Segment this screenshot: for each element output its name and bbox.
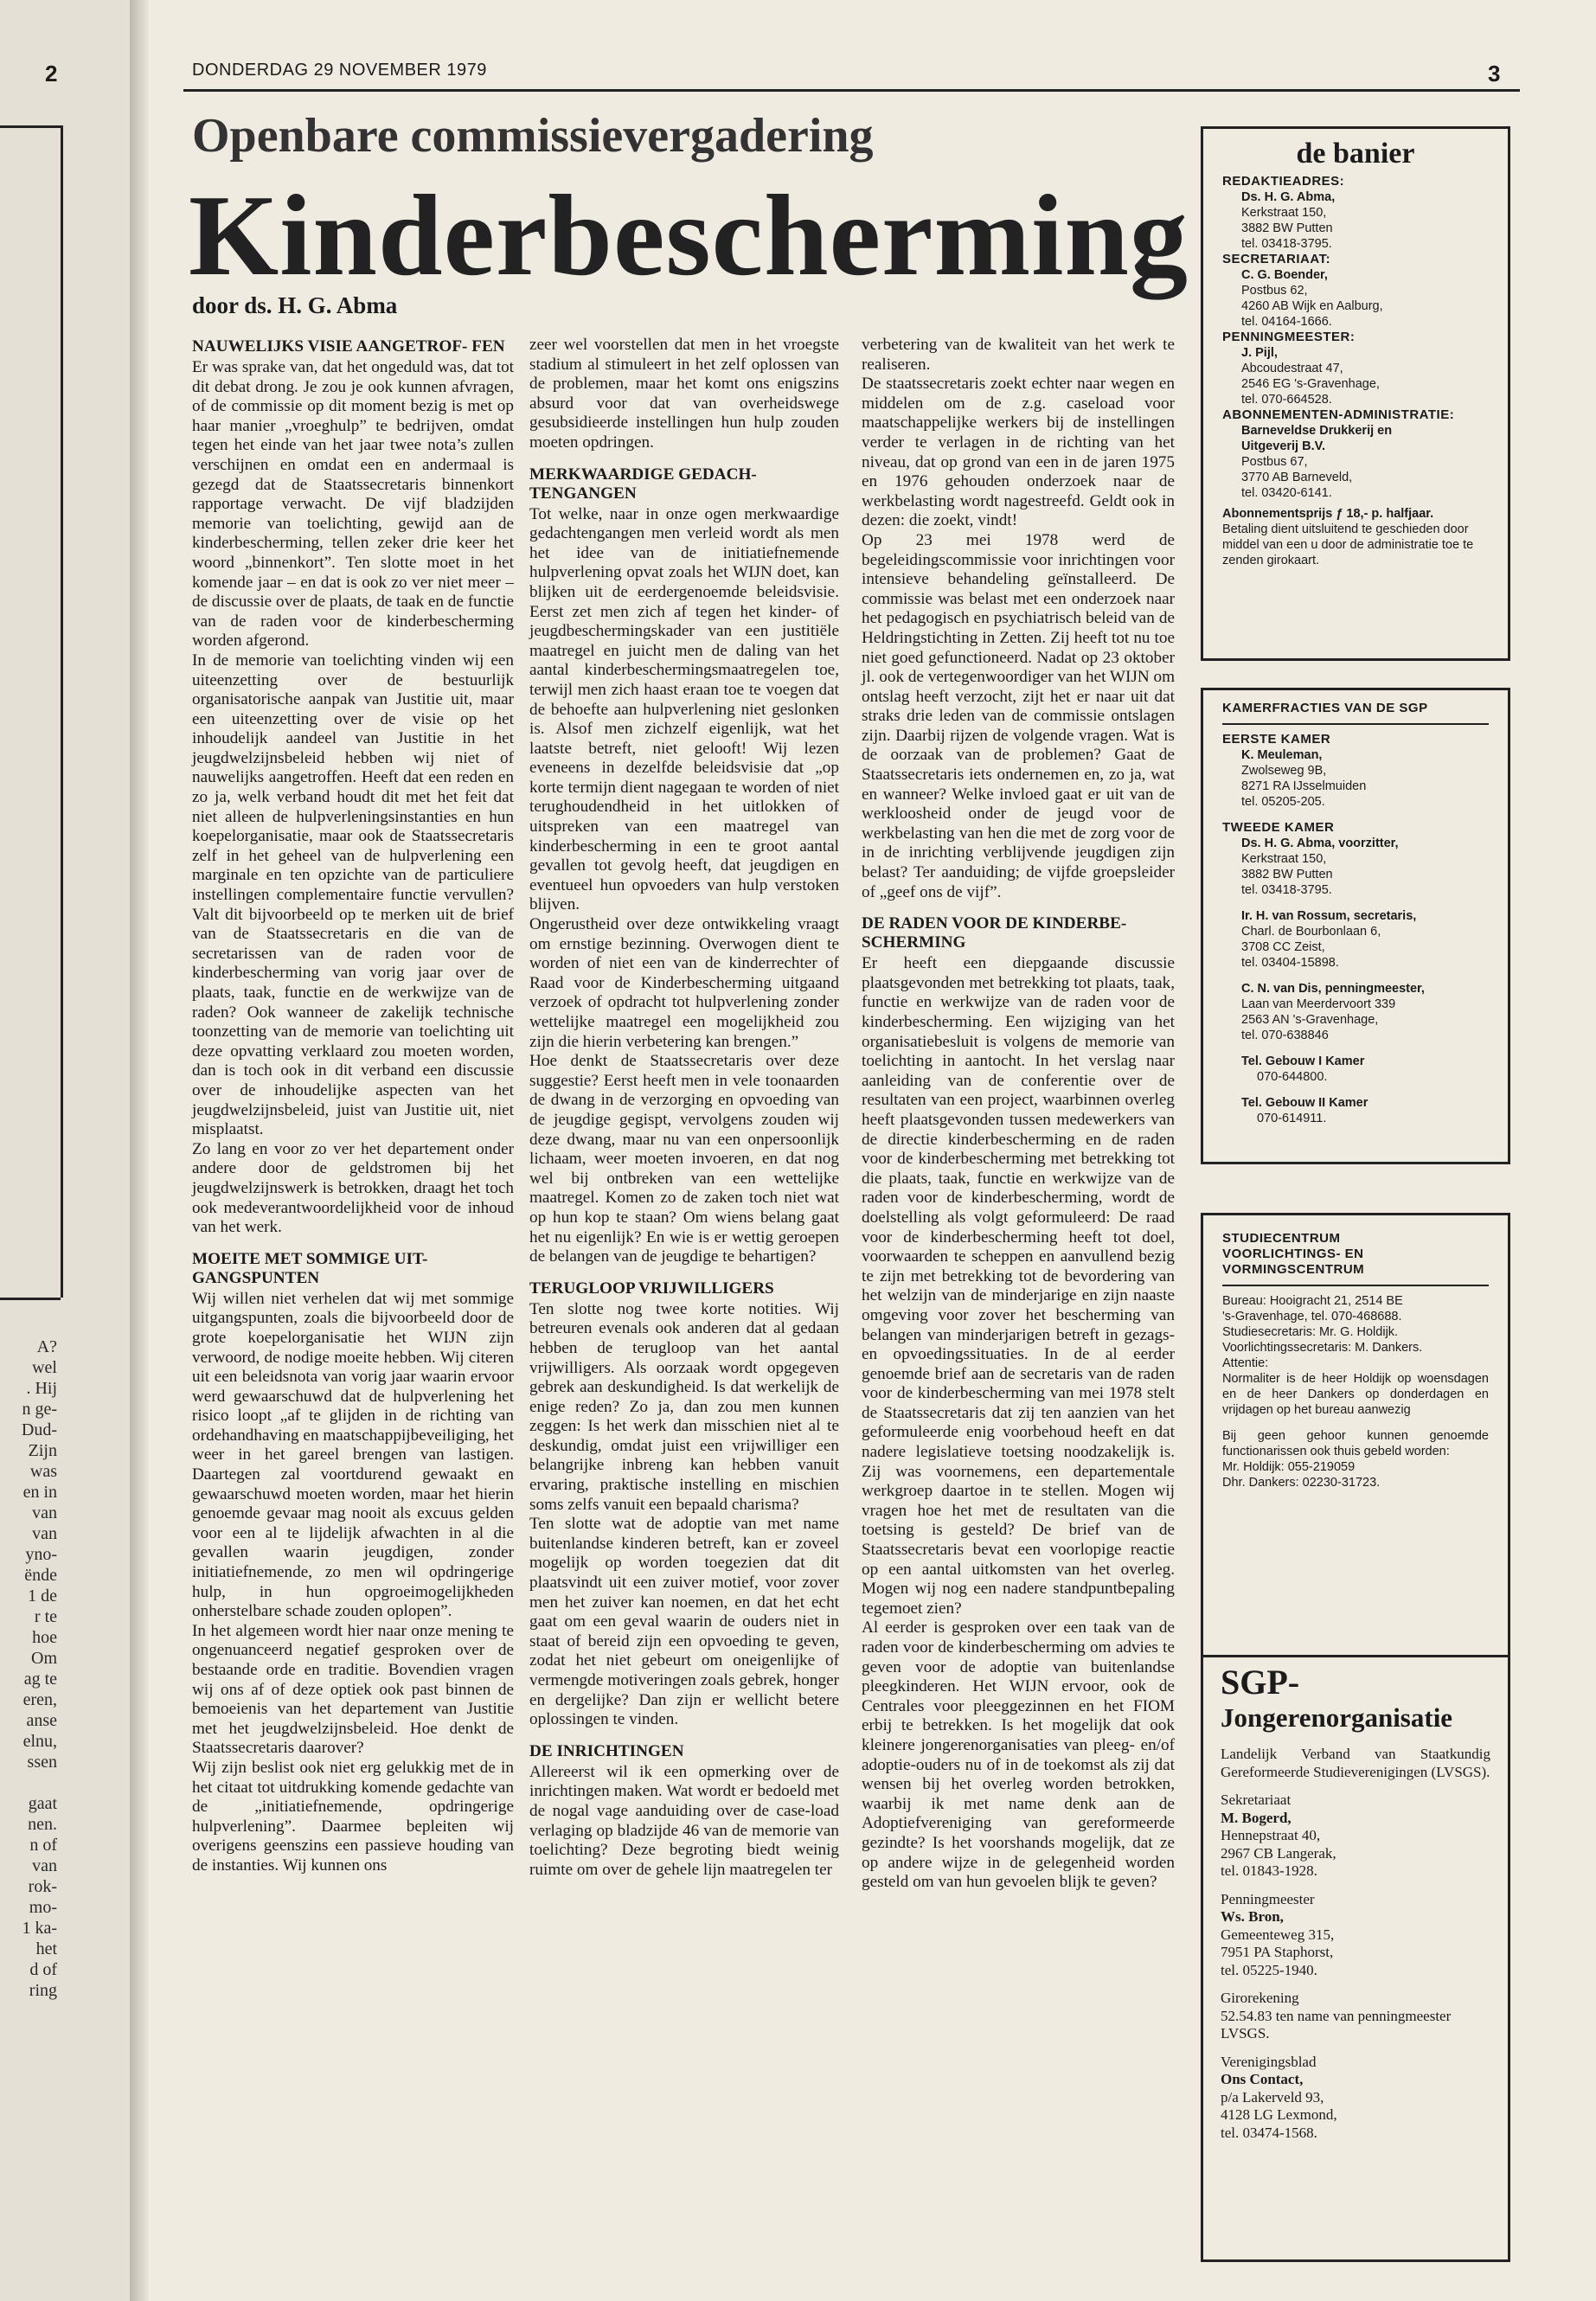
text-line: 3882 BW Putten [1241, 221, 1333, 235]
text-line: Voorlichtingssecretaris: M. Dankers. [1222, 1341, 1423, 1355]
jongeren-penningmeester [1221, 1908, 1490, 1979]
gebouw-1-phone: 070-644800. [1257, 1070, 1328, 1084]
text-line: Ds. H. G. Abma, [1241, 190, 1336, 204]
text-line: 4260 AB Wijk en Aalburg, [1241, 299, 1383, 313]
article-column-1 [192, 337, 514, 1876]
paragraph: In het algemeen wordt hier naar onze mening te ongenuanceerd negatief gesproken over de bestaande orde en traditie. Bovendien vragen wij ons af of deze optiek ook past binnen de bemoeienis van het departement van Justitie met het jeugdwelzijnsbeleid. Hoe denkt de Staatssecretaris daarover? [192, 1621, 514, 1758]
gebouw-2-label: Tel. Gebouw II Kamer [1241, 1096, 1368, 1110]
text-line: tel. 070-664528. [1241, 393, 1332, 407]
text-line: STUDIECENTRUM [1222, 1231, 1341, 1246]
de-banier-box [1201, 126, 1510, 661]
text-line: 4128 LG Lexmond, [1221, 2106, 1337, 2123]
text-line: 2967 CB Langerak, [1221, 1844, 1336, 1862]
text-line: M. Bogerd, [1221, 1809, 1292, 1826]
sgp-jongerenorganisatie-box [1201, 1654, 1510, 2262]
dateline: DONDERDAG 29 NOVEMBER 1979 [192, 61, 487, 80]
studiecentrum-phones [1222, 1459, 1489, 1490]
left-page-rule [0, 125, 61, 128]
text-line: Ir. H. van Rossum, secretaris, [1241, 909, 1417, 923]
kamerfracties-title: KAMERFRACTIES VAN DE SGP [1222, 701, 1428, 715]
redactie-label: REDAKTIEADRES: [1222, 174, 1345, 189]
jongeren-sekretariaat-label: Sekretariaat [1221, 1791, 1292, 1808]
text-line: Postbus 67, [1241, 455, 1308, 469]
paragraph: verbetering van de kwaliteit van het werk te realiseren. [862, 336, 1175, 374]
paragraph: Zo lang en voor zo ver het departement onder andere door de geldstromen bij het jeugdwelzijnswerk is betrokken, draagt het toch ook medeverantwoordelijkheid voor de inhoud van het werk. [192, 1139, 514, 1237]
paragraph: Allereerst wil ik een opmerking over de inrichtingen maken. Wat wordt er bedoeld met de nogal vage aanduiding over de case-load verlaging op bladzijde 46 van de memorie van toelichting? Deze begroting biedt weinig ruimte om over de gehele lijn maatregelen ter [529, 1762, 839, 1879]
paragraph: Ten slotte nog twee korte notities. Wij betreuren evenals ook anderen dat al gedaan hebben de terugloop van het aantal vrijwilligers. Als oorzaak wordt opgegeven gebrek aan deskundigheid. Is dat werkelijk de enige reden? Zo ja, dan zou men kunnen zeggen: Is het werk dan misschien niet al te deskundig, omdat juist een vrijwilliger een belangrijke inbreng kan hebben vanuit ervaring, praktische instelling en mischien soms zelfs vanuit een bepaald charisma? [529, 1299, 839, 1514]
gebouw-1-label: Tel. Gebouw I Kamer [1241, 1054, 1365, 1068]
text-line: Uitgeverij B.V. [1241, 439, 1325, 453]
text-line: Postbus 62, [1241, 284, 1308, 298]
text-line: Hennepstraat 40, [1221, 1827, 1321, 1843]
article-column-2 [529, 336, 839, 1880]
article-kicker: Openbare commissievergadering [192, 109, 874, 163]
paragraph: Wij zijn beslist ook niet erg gelukkig met de in het citaat tot uitdrukking komende gedachte van de „initiatiefnemende, opdringerige hulpverlening”. Daarmee bepleiten wij overigens geenszins een passieve houding van de instanties. Wij kunnen ons [192, 1758, 514, 1875]
divider [1222, 723, 1489, 725]
text-line: tel. 03418-3795. [1241, 237, 1332, 251]
left-page-box-rule [61, 125, 63, 1298]
gebouw-2-phone: 070-614911. [1257, 1112, 1327, 1125]
eerste-kamer-label: EERSTE KAMER [1222, 732, 1331, 747]
studiecentrum-hours: Normaliter is de heer Holdijk op woensdagen en de heer Dankers op donderdagen en vrijdagen op het bureau aanwezig [1222, 1372, 1489, 1417]
secretariaat-label: SECRETARIAAT: [1222, 252, 1331, 266]
section-heading: DE RADEN VOOR DE KINDERBE- SCHERMING [862, 914, 1127, 952]
left-page-number: 2 [45, 61, 58, 87]
studiecentrum-box [1201, 1213, 1510, 1657]
redactie-address [1222, 189, 1490, 252]
jongeren-blad [1221, 2071, 1490, 2142]
article-headline: Kinderbescherming [189, 171, 1189, 299]
text-line: Attentie: [1222, 1356, 1269, 1370]
text-line: Studiesecretaris: Mr. G. Holdijk. [1222, 1325, 1399, 1339]
jongeren-giro-label: Girorekening [1221, 1990, 1299, 2006]
text-line: tel. 070-638846 [1241, 1029, 1329, 1042]
abonnementen-label: ABONNEMENTEN-ADMINISTRATIE: [1222, 407, 1455, 422]
text-line: J. Pijl, [1241, 346, 1278, 360]
text-line: Zwolseweg 9B, [1241, 764, 1327, 778]
text-line: Laan van Meerdervoort 339 [1241, 997, 1396, 1011]
article-byline: door ds. H. G. Abma [192, 292, 398, 318]
text-line: 3708 CC Zeist, [1241, 940, 1325, 954]
text-line: 8271 RA IJsselmuiden [1241, 779, 1367, 793]
penningmeester-address [1222, 345, 1490, 407]
text-line: Charl. de Bourbonlaan 6, [1241, 925, 1381, 939]
section-heading: MOEITE MET SOMMIGE UIT- GANGSPUNTEN [192, 1249, 428, 1287]
eerste-kamer-member [1222, 747, 1489, 810]
section-heading: MERKWAARDIGE GEDACH- TENGANGEN [529, 465, 757, 503]
text-line: C. N. van Dis, penningmeester, [1241, 982, 1425, 996]
section-heading: NAUWELIJKS VISIE AANGETROF- FEN [192, 337, 505, 356]
text-line: Kerkstraat 150, [1241, 852, 1327, 866]
tweede-kamer-member [1222, 836, 1489, 898]
section-heading: TERUGLOOP VRIJWILLIGERS [529, 1279, 774, 1298]
jongeren-giro: 52.54.83 ten name van penningmeester LVSGS. [1221, 2007, 1452, 2041]
text-line: Dhr. Dankers: 02230-31723. [1222, 1476, 1381, 1490]
subscription-price: Abonnementsprijs ƒ 18,- p. halfjaar. [1222, 507, 1434, 521]
de-banier-title: de banier [1296, 138, 1415, 170]
studiecentrum-address [1222, 1293, 1489, 1371]
jongeren-intro: Landelijk Verband van Staatkundig Gereformeerde Studieverenigingen (LVSGS). [1221, 1746, 1490, 1780]
text-line: Ds. H. G. Abma, voorzitter, [1241, 836, 1399, 850]
jongeren-title-line-2: Jongerenorganisatie [1221, 1702, 1453, 1733]
text-line: C. G. Boender, [1241, 268, 1328, 282]
text-line: tel. 01843-1928. [1221, 1862, 1317, 1879]
paragraph: Hoe denkt de Staatssecretaris over deze suggestie? Eerst heeft men in vele toonaarden de dwang in de verzorging en opvoeding van de jeugdige gegispt, vervolgens zouden wij deze dwang, maar nu van een onpersoonlijk lichaam, weer moeten invoeren, en dat nog wel bij ontbreken van een wettelijke maatregel. Komen zo de zaken toch niet wat op hun kop te staan? Om wiens belang gaat het nu eigenlijk? En wie is er wettig geroepen de belangen van de jeugdige te behartigen? [529, 1052, 839, 1266]
text-line: 3770 AB Barneveld, [1241, 471, 1353, 484]
text-line: 2546 EG 's-Gravenhage, [1241, 377, 1380, 391]
text-line: Ons Contact, [1221, 2071, 1304, 2087]
text-line: Barneveldse Drukkerij en [1241, 424, 1393, 438]
tweede-kamer-member [1222, 908, 1489, 971]
text-line: tel. 03474-1568. [1221, 2124, 1317, 2141]
penningmeester-label: PENNINGMEESTER: [1222, 330, 1356, 344]
paragraph: Er was sprake van, dat het ongeduld was, dat tot dit debat drong. Je zou je ook kunnen afvragen, of de commissie op dit moment bezig is met op haar manier „vroeghulp” te bedrijven, omdat tegen het einde van het jaar twee nota’s zullen verschijnen en omdat een en andermaal is gezegd dat de Staatssecretaris binnenkort rapportage verwacht. De vijf bladzijden memorie van toelichting, gewijd aan de kinderbescherming, tellen zeker drie keer het woord „binnenkort”. Ten slotte moet in het komende jaar – en dat is ook zo ver niet meer – de discussie over de plaats, de taak en de functie van de raden voor de kinderbescherming worden afgerond. [192, 358, 514, 651]
jongeren-blad-label: Verenigingsblad [1221, 2053, 1317, 2070]
studiecentrum-title [1222, 1231, 1489, 1278]
paragraph: zeer wel voorstellen dat men in het vroegste stadium al stimuleert in het zelf oplossen van de problemen, maar het komt ons enigszins absurd voor dat van overheidswege gesubsidieerde instellingen hun hulp zouden moeten opdringen. [529, 336, 839, 452]
text-line: K. Meuleman, [1241, 748, 1323, 762]
text-line: tel. 03420-6141. [1241, 486, 1332, 500]
text-line: Abcoudestraat 47, [1241, 362, 1343, 375]
section-heading: DE INRICHTINGEN [529, 1741, 684, 1760]
text-line: Kerkstraat 150, [1241, 206, 1327, 220]
paragraph: De staatssecretaris zoekt echter naar wegen en middelen om de z.g. caseload voor maatschappelijke werkers bij de instellingen verder te verlagen in de richting van het niveau, dat op grond van een in de jaren 1975 en 1976 gehouden onderzoek naar de werkbelasting wordt nagestreefd. Geldt ook in dezen: die zoekt, vindt! [862, 375, 1175, 530]
paragraph: In de memorie van toelichting vinden wij een uiteenzetting over de bestuurlijk organisatorische aanpak van Justitie uit, maar een uiteenzetting over de visie op het inhoudelijk aandeel van Justitie in het jeugdwelzijnsbeleid hebben wij niet of nauwelijks aangetroffen. Heeft dat een reden en zo ja, welk verband houdt dit met het feit dat niet alleen de hulpverleningsinstanties en hun koepelorganisatie, maar ook de Staatssecretaris zelf in het geheel van de hulpverlening een marginale en ten opzichte van de particuliere instellingen complementaire functie vervullen? Valt dit bijvoorbeeld op te merken uit de brief van de Staatssecretaris en die van de secretarissen van de raden voor de kinderbescherming van vorig jaar over de plaats, taak, functie en de werkwijze van de raden? Ook wanneer de zakelijk technische toonzetting van de memorie van toelichting uit deze opvatting verklaard zou moeten worden, dan is toch ook in dit verband een discussie over de inhoudelijke aspecten van het jeugdwelzijnsbeleid, juist van Justitie uit, niet misplaatst. [192, 651, 514, 1139]
text-line: 7951 PA Staphorst, [1221, 1944, 1334, 1960]
paragraph: Op 23 mei 1978 werd de begeleidingscommissie voor inrichtingen voor intensieve behandeling geïnstalleerd. De commissie was belast met een onderzoek naar het pedagogisch en psychiatrisch beleid van de Heldringstichting in Zetten. Zij heeft tot nu toe niet goed gefunctioneerd. Nadat op 23 oktober jl. ook de vertegenwoordiger van het WIJN om ontslag heeft verzocht, zijt het er naar uit dat straks drie leden van de commissie ontslagen zijn. Daarbij rijzen de volgende vragen. Wat is de oorzaak van de problemen? Gaat de Staatssecretaris iets ondernemen en, zo ja, wat en wanneer? Welke invloed gaat er uit van de werkloosheid onder de jeugd voor de werkbelasting van hen die met de zorg voor de in de inrichting verblijvende jeugdigen zijn belast? Ter aanduiding; de vijfde groepsleider of „geef ons de vijf”. [862, 530, 1175, 901]
tweede-kamer-member [1222, 981, 1489, 1043]
payment-note: Betaling dient uitsluitend te geschieden door middel van een u door de administratie toe te zenden girokaart. [1222, 522, 1474, 567]
page-gutter [130, 0, 149, 2301]
paragraph: Tot welke, naar in onze ogen merkwaardige gedachtengangen men verleid wordt als men het idee van de initiatiefnemende hulpverlening opvat zoals het WIJN doet, kan blijken uit de eerdergenoemde beleidsvisie. Eerst zet men zich af tegen het kinder- of jeugdbeschermingskader van een justitiële maatregel en juicht men de daling van het aantal kinderbeschermingsmaatregelen toe, terwijl men zich haast eraan toe te voegen dat de behoefte aan hulpverlening niet geslonken is. Alsof men zichzelf eigenlijk, wat het laatste betreft, niet gelooft! Wij lezen eveneens in dezelfde beleidsvisie dat „op korte termijn dient nagegaan te worden of niet terughoudendheid in het uitlokken of uitspreken van een maatregel van kinderbescherming in een te groot aantal gevallen tot gevolg heeft, dat jeugdigen en eventueel hun opvoeders van hulp verstoken blijven. [529, 504, 839, 914]
text-line: tel. 04164-1666. [1241, 315, 1332, 329]
jongeren-sekretariaat [1221, 1810, 1490, 1881]
kamerfracties-box [1201, 688, 1510, 1164]
paragraph: Er heeft een diepgaande discussie plaatsgevonden met betrekking tot plaats, taak, functie en werkwijze van de raden voor de kinderbescherming. Een wijziging van het organisatiebesluit is volgens de memorie van toelichting in aantocht. In het verslag naar aanleiding van de conferentie over de resultaten van een project, waarbinnen overleg heeft plaatsgevonden tussen medewerkers van de directie kinderbescherming en de raden voor de kinderbescherming met betrekking tot die plaats, taak, functie en werkwijze van de raden voor de kinderbescherming, wordt de doelstelling als volgt geformuleerd: De raad voor de kinderbescherming heeft tot doel, voorwaarden te scheppen en aanvullend bezig te zijn met betrekking tot de bevordering van het welzijn van de minderjarige en zijn naaste omgeving voor zover het bescherming van belangen van minderjarigen betreft in gezags- en opvoedingssituaties. In de al eerder genoemde brief aan de secretaris van de raden voor de kinderbescherming van mei 1978 stelt de Staatssecretaris dat zij ten aanzien van het geformuleerde enig voorbehoud heeft en dat nadere legislatieve toetsing noodzakelijk is. Zij was voornemens, een departementale werkgroep daartoe in te stellen. Mogen wij vragen hoe het met de resultaten van die toetsing is gesteld? De brief van de Staatssecretaris bevat een voorlopige reactie op een aantal uitkomsten van het overleg. Mogen wij nog een nadere standpuntbepaling tegemoet zien? [862, 954, 1175, 1618]
text-line: 3882 BW Putten [1241, 868, 1333, 881]
studiecentrum-home-note: Bij geen gehoor kunnen genoemde functionarissen ook thuis gebeld worden: [1222, 1429, 1489, 1458]
text-line: VORMINGSCENTRUM [1222, 1262, 1365, 1277]
secretariaat-address [1222, 267, 1490, 330]
tweede-kamer-label: TWEEDE KAMER [1222, 820, 1335, 835]
text-line: tel. 05205-205. [1241, 795, 1325, 809]
article-column-3 [862, 336, 1175, 1893]
abonnementen-address [1222, 423, 1490, 501]
text-line: Gemeenteweg 315, [1221, 1926, 1335, 1943]
jongeren-penningmeester-label: Penningmeester [1221, 1890, 1315, 1907]
text-line: p/a Lakerveld 93, [1221, 2088, 1324, 2106]
text-line: VOORLICHTINGS- EN [1222, 1247, 1364, 1261]
divider [1222, 1285, 1489, 1286]
text-line: 's-Gravenhage, tel. 070-468688. [1222, 1310, 1402, 1324]
header-rule [183, 89, 1520, 92]
text-line: tel. 03404-15898. [1241, 956, 1339, 970]
left-page-rule [0, 1298, 61, 1300]
page-number: 3 [1488, 61, 1501, 87]
text-line: tel. 05225-1940. [1221, 1961, 1317, 1978]
paragraph: Al eerder is gesproken over een taak van de raden voor de kinderbescherming om advies te geven voor de adoptie van buitenlandse pleegkinderen. Het WIJN ervoor, ook de Centrales voor pleeggezinnen en het FIOM erbij te betrekken. Is het mogelijk dat ook kleinere jongerenorganisaties van pleeg- en/of adoptie-ouders nu of in de toekomst als zij dat wensen bij het overleg worden betrokken, waarbij ik met name denk aan de Adoptiefvereniging van gereformeerde gezindte? Is het voorshands mogelijk, dat ze op andere wijze in de gelegenheid worden gesteld om van hun gevoelen blijk te geven? [862, 1618, 1175, 1892]
text-line: Mr. Holdijk: 055-219059 [1222, 1460, 1356, 1474]
text-line: 2563 AN 's-Gravenhage, [1241, 1013, 1379, 1027]
paragraph: Wij willen niet verhelen dat wij met sommige uitgangspunten, zoals die bijvoorbeeld door de grote koepelorganisatie het WIJN zijn verwoord, de nodige moeite hebben. Wij citeren uit een beleidsnota van vorig jaar waarin ervoor werd gewaarschuwd dat de hulpverlening het risico loopt „af te glijden in de richting van ordehandhaving en maatschappijbeveiliging, het weer in het gareel brengen van lastigen. Daartegen zal voortdurend gewaakt en gewaarschuwd moeten worden, maar het hierin genoemde gevaar mag nooit als excuus gelden voor een al te lijdelijk afwachten in al die gevallen waarin jeugdigen, zonder initiatiefnemende, zo men wil opdringerige hulp, in hun opgroeimogelijkheden onherstelbare schade zouden oplopen”. [192, 1289, 514, 1621]
text-line: tel. 03418-3795. [1241, 883, 1332, 897]
paragraph: Ten slotte wat de adoptie van met name buitenlandse kinderen betreft, kan er zoveel mogelijk op worden toegezien dat dit plaatsvindt uit een zuiver motief, voor zover men het zuiver kan noemen, en dat het echt gaat om een geval waarin de ouders niet in staat of bereid zijn een opvoeding te geven, zodat het niet gebeurt om oneigenlijke of vermengde motiveringen zoals gebrek, honger en dergelijke? Dan zijn er wellicht betere oplossingen te vinden. [529, 1515, 839, 1729]
left-page-text-fragments: A? wel . Hij n ge- Dud- Zijn was en in van van yno- ënde 1 de r te hoe Om ag te eren, anse elnu, ssen gaat nen. n of van rok- mo- 1 ka- het d of ring [21, 1337, 57, 2000]
text-line: Ws. Bron, [1221, 1908, 1284, 1925]
jongeren-title-line-1: SGP- [1221, 1663, 1300, 1702]
text-line: Bureau: Hooigracht 21, 2514 BE [1222, 1294, 1403, 1308]
paragraph: Ongerustheid over deze ontwikkeling vraagt om ernstige bezinning. Overwogen dient te worden of niet een van de kinderrechter of Raad voor de Kinderbescherming uitgaand verzoek of opdracht tot hulpverlening zonder wettelijke maatregel een mogelijkheid zou zijn die hierin verbetering kan brengen.” [529, 915, 839, 1051]
